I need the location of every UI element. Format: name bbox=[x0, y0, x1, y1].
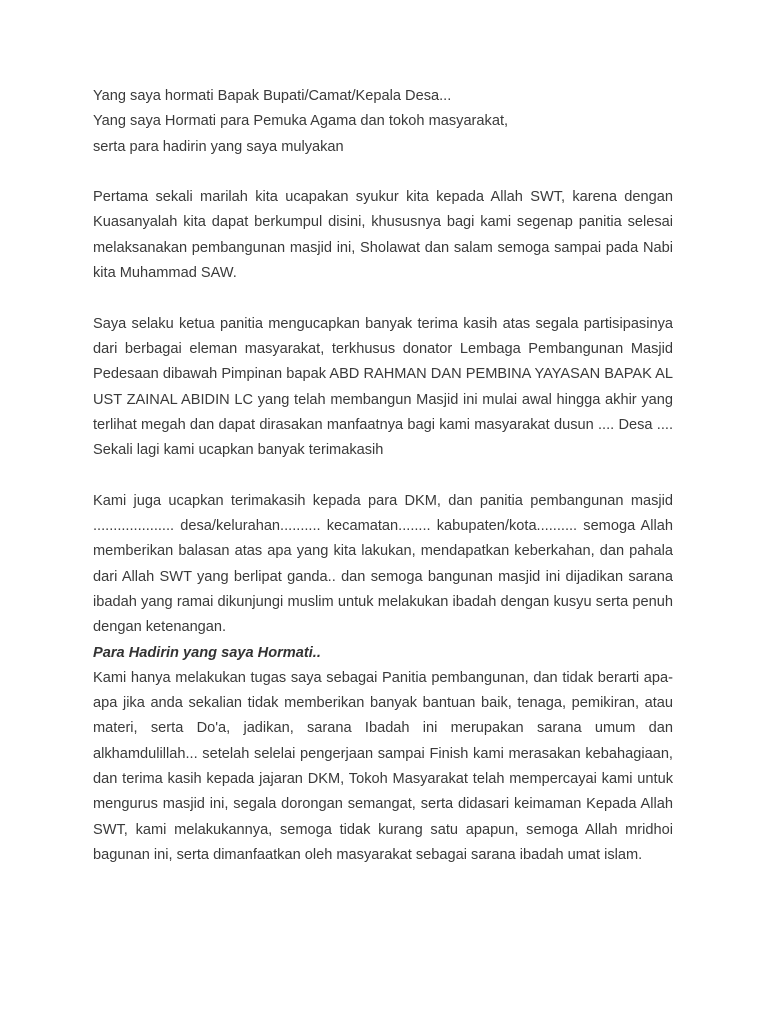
paragraph-gap bbox=[93, 463, 673, 488]
greeting-line-3: serta para hadirin yang saya mulyakan bbox=[93, 138, 344, 155]
paragraph-gap bbox=[93, 286, 673, 311]
paragraph-committee-thanks: Saya selaku ketua panitia mengucapkan banyak terima kasih atas segala partisipasinya dari berbagai eleman masyarakat, terkhusus donator Lembaga Pembangunan Masjid Pedesaan dibawah Pimpinan bapak ABD RAHMAN DAN PEMBINA YAYASAN BAPAK AL UST ZAINAL ABIDIN LC yang telah membangun Masjid ini mulai awal hingga akhir yang terlihat megah dan dapat dirasakan manfaatnya bagi kami masyarakat dusun .... Desa .... Sekali lagi kami ucapkan banyak terimakasih bbox=[93, 315, 673, 459]
paragraph-gap bbox=[93, 160, 673, 185]
document-page bbox=[93, 84, 673, 868]
paragraph-closing: Kami hanya melakukan tugas saya sebagai Panitia pembangunan, dan tidak berarti apa-apa jika anda sekalian tidak memberikan banyak bantuan baik, tenaga, pemikiran, atau materi, serta Do'a, jadikan, sarana Ibadah ini merupakan sarana umum dan alkhamdulillah... setelah selelai pengerjaan sampai Finish kami merasakan kebahagiaan, dan terima kasih kepada jajaran DKM, Tokoh Masyarakat telah mempercayai kami untuk mengurus masjid ini, segala dorongan semangat, serta didasari keimaman Kepada Allah SWT, kami melakukannya, semoga tidak kurang satu apapun, semoga Allah mridhoi bagunan ini, serta dimanfaatkan oleh masyarakat sebagai sarana ibadah umat islam. bbox=[93, 669, 673, 863]
paragraph-opening-thanks: Pertama sekali marilah kita ucapakan syukur kita kepada Allah SWT, karena dengan Kuasanyalah kita dapat berkumpul disini, khususnya bagi kami segenap panitia selesai melaksanakan pembangunan masjid ini, Sholawat dan salam semoga sampai pada Nabi kita Muhammad SAW. bbox=[93, 189, 673, 282]
paragraph-dkm-thanks: Kami juga ucapkan terimakasih kepada para DKM, dan panitia pembangunan masjid .................... desa/kelurahan.......... kecamatan........ kabupaten/kota.......... semoga Allah memberikan balasan atas apa yang kita lakukan, mendapatkan keberkahan, dan pahala dari Allah SWT yang berlipat ganda.. dan semoga bangunan masjid ini dijadikan sarana ibadah yang ramai dikunjungi muslim untuk melakukan ibadah dengan kusyu serta penuh dengan ketenangan. bbox=[93, 492, 673, 636]
subheading-audience: Para Hadirin yang saya Hormati.. bbox=[93, 644, 321, 661]
greeting-line-2: Yang saya Hormati para Pemuka Agama dan tokoh masyarakat, bbox=[93, 113, 509, 130]
greeting-line-1: Yang saya hormati Bapak Bupati/Camat/Kepala Desa... bbox=[93, 88, 452, 104]
